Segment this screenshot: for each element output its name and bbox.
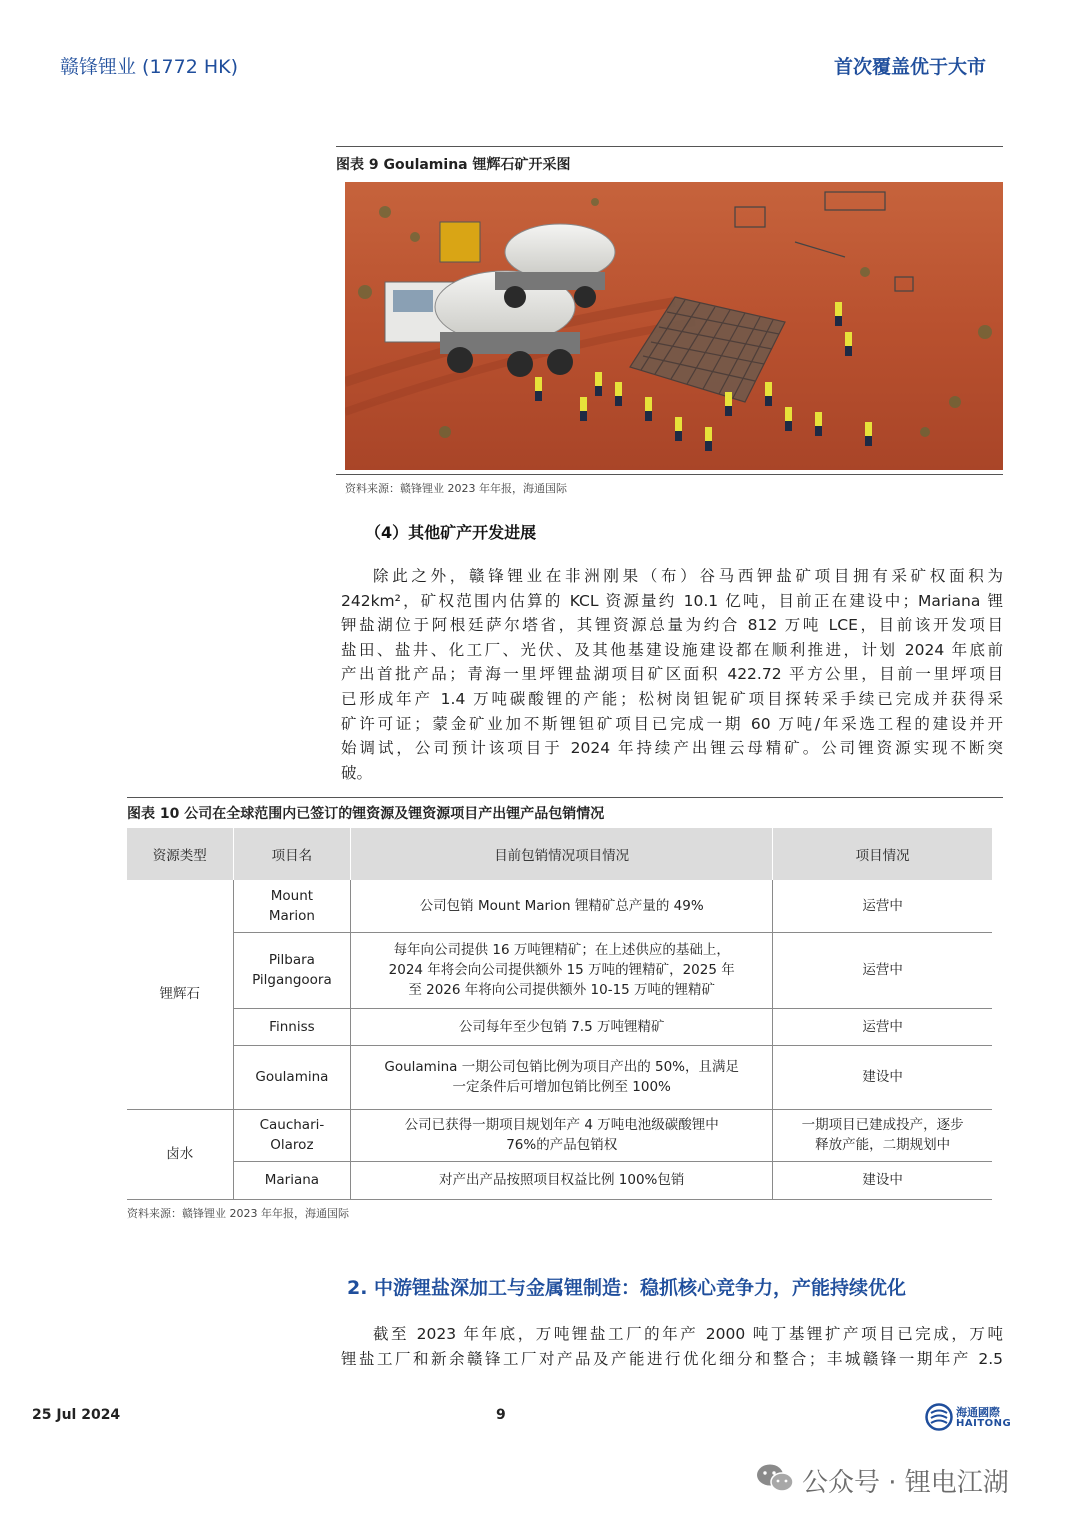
project-cell: Goulamina [233, 1045, 351, 1109]
header-status: 项目情况 [773, 828, 992, 880]
mining-site-photo [345, 182, 1003, 470]
paragraph-line: 已形成年产 1.4 万吨碳酸锂的产能；松树岗钽铌矿项目探转采手续已完成并获得采 [341, 689, 1003, 708]
header-company: 赣锋锂业 (1772 HK) [60, 56, 239, 78]
table-row [127, 1161, 992, 1199]
status-cell: 运营中 [773, 932, 992, 1008]
status-cell: 运营中 [773, 880, 992, 932]
header-offtake: 目前包销情况项目情况 [351, 828, 773, 880]
section2-heading: 2. 中游锂盐深加工与金属锂制造：稳抓核心竞争力，产能持续优化 [347, 1277, 907, 1299]
status-cell: 建设中 [773, 1045, 992, 1109]
logo-text-cn: 海通國際 [956, 1406, 1000, 1419]
table-row [127, 880, 992, 932]
figure9-source: 资料来源：赣锋锂业 2023 年年报，海通国际 [345, 482, 567, 495]
project-cell: Mount Marion [233, 880, 351, 932]
offtake-cell: 公司包销 Mount Marion 锂精矿总产量的 49% [351, 880, 773, 932]
page-number: 9 [496, 1407, 506, 1423]
haitong-logo-icon [925, 1403, 953, 1431]
watermark-text: 公众号 · 锂电江湖 [802, 1468, 1009, 1498]
resource-type-cell: 卤水 [127, 1109, 233, 1199]
header-resource-type: 资源类型 [127, 828, 233, 880]
table-row [127, 1109, 992, 1161]
figure9-title: 图表 9 Goulamina 锂辉石矿开采图 [336, 146, 1003, 174]
project-cell: Mariana [233, 1161, 351, 1199]
wechat-icon [755, 1461, 795, 1495]
section2-paragraph [341, 1322, 1003, 1372]
offtake-cell: Goulamina 一期公司包销比例为项目产出的 50%，且满足 一定条件后可增加包销比例至 100% [351, 1045, 773, 1109]
status-cell: 建设中 [773, 1161, 992, 1199]
table10-divider [127, 797, 1003, 798]
header-rating: 首次覆盖优于大市 [833, 56, 986, 78]
offtake-table [127, 828, 992, 1200]
table-row [127, 932, 992, 1008]
project-cell: Cauchari- Olaroz [233, 1109, 351, 1161]
footer-date: 25 Jul 2024 [32, 1407, 121, 1423]
paragraph-line: 破。 [341, 763, 373, 782]
logo-text-en: HAITONG [956, 1418, 1012, 1429]
paragraph-line: 产出首批产品；青海一里坪锂盐湖项目矿区面积 422.72 平方公里，目前一里坪项目 [341, 665, 1003, 684]
status-cell: 运营中 [773, 1008, 992, 1045]
table-header-row [127, 828, 992, 880]
table10-title: 图表 10 公司在全球范围内已签订的锂资源及锂资源项目产出锂产品包销情况 [127, 806, 605, 822]
offtake-cell: 对产出产品按照项目权益比例 100%包销 [351, 1161, 773, 1199]
offtake-cell: 公司已获得一期项目规划年产 4 万吨电池级碳酸锂中 76%的产品包销权 [351, 1109, 773, 1161]
header-project-name: 项目名 [233, 828, 351, 880]
paragraph-line: 始调试，公司预计该项目于 2024 年持续产出锂云母精矿。公司锂资源实现不断突 [341, 739, 1003, 758]
paragraph-line: 矿许可证；蒙金矿业加不斯锂钽矿项目已完成一期 60 万吨/年采选工程的建设并开 [341, 714, 1003, 733]
table10-source: 资料来源：赣锋锂业 2023 年年报，海通国际 [127, 1207, 349, 1220]
section4-heading: （4）其他矿产开发进展 [365, 523, 537, 542]
section4-paragraph [341, 564, 1003, 785]
paragraph-line: 除此之外，赣锋锂业在非洲刚果（布）谷马西钾盐矿项目拥有采矿权面积为 [373, 567, 1003, 585]
project-cell: Pilbara Pilgangoora [233, 932, 351, 1008]
offtake-cell: 公司每年至少包销 7.5 万吨锂精矿 [351, 1008, 773, 1045]
paragraph-line: 盐田、盐井、化工厂、光伏、及其他基建设施建设都在顺利推进，计划 2024 年底前 [341, 640, 1003, 659]
paragraph-line: 锂盐工厂和新余赣锋工厂对产品及产能进行优化细分和整合；丰城赣锋一期年产 2.5 [341, 1350, 1003, 1368]
paragraph-line: 截至 2023 年年底，万吨锂盐工厂的年产 2000 吨丁基锂扩产项目已完成，万吨 [373, 1325, 1003, 1343]
offtake-cell: 每年向公司提供 16 万吨锂精矿；在上述供应的基础上， 2024 年将会向公司提供额外 15 万吨的锂精矿，2025 年 至 2026 年将向公司提供额外 10-15 万吨的锂精矿 [351, 932, 773, 1008]
paragraph-line: 242km²，矿权范围内估算的 KCL 资源量约 10.1 亿吨，目前正在建设中；Mariana 锂 [341, 591, 1003, 610]
project-cell: Finniss [233, 1008, 351, 1045]
paragraph-line: 钾盐湖位于阿根廷萨尔塔省，其锂资源总量为约合 812 万吨 LCE，目前该开发项目 [341, 616, 1003, 635]
resource-type-cell: 锂辉石 [127, 880, 233, 1109]
table-row [127, 1045, 992, 1109]
figure9-divider [336, 474, 1003, 475]
table-row [127, 1008, 992, 1045]
status-cell: 一期项目已建成投产，逐步 释放产能，二期规划中 [773, 1109, 992, 1161]
